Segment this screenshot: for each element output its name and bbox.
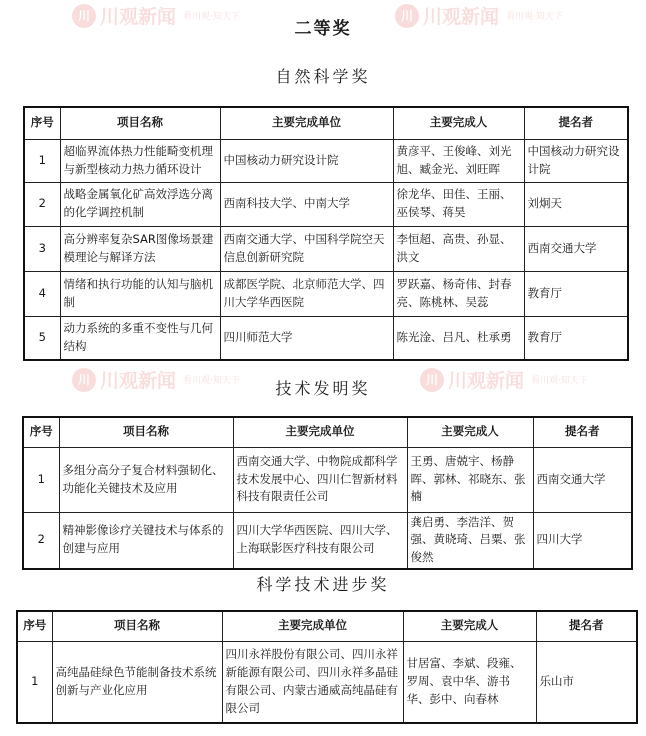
section-title-sci-tech-progress: 科学技术进步奖 bbox=[256, 575, 390, 594]
cell-project: 超临界流体热力性能畸变机理与新型核动力热力循环设计 bbox=[60, 139, 220, 182]
cell-nominator: 教育厅 bbox=[524, 316, 628, 360]
table-header-row bbox=[23, 417, 632, 447]
cell-people: 罗跃嘉、杨奇伟、封春亮、陈桃林、吴蕊 bbox=[393, 271, 524, 316]
header-project: 项目名称 bbox=[52, 611, 222, 641]
cell-people: 黄彦平、王俊峰、刘光旭、臧金光、刘旺晖 bbox=[393, 139, 524, 182]
cell-unit: 四川大学华西医院、四川大学、上海联影医疗科技有限公司 bbox=[233, 512, 407, 569]
cell-nominator: 刘炯天 bbox=[524, 182, 628, 226]
cell-project: 动力系统的多重不变性与几何结构 bbox=[60, 316, 220, 360]
cell-num: 2 bbox=[23, 512, 59, 569]
cell-num: 3 bbox=[24, 226, 60, 271]
cell-people: 王勇、唐兢宇、杨静晖、郭林、祁晓东、张楠 bbox=[407, 447, 533, 512]
section-title-technical-invention: 技术发明奖 bbox=[275, 379, 371, 398]
table-technical-invention bbox=[22, 416, 633, 570]
cell-unit: 西南交通大学、中国科学院空天信息创新研究院 bbox=[220, 226, 393, 271]
cell-people: 龚启勇、李浩洋、贺强、黄晓琦、吕粟、张俊然 bbox=[407, 512, 533, 569]
cell-project: 多组分高分子复合材料强韧化、功能化关键技术及应用 bbox=[59, 447, 233, 512]
table-row bbox=[23, 447, 632, 512]
header-unit: 主要完成单位 bbox=[233, 417, 407, 447]
watermark-logo: 川 川观新闻 看川观·知天下 bbox=[72, 366, 240, 393]
table-header-row bbox=[17, 611, 637, 641]
cell-project: 精神影像诊疗关键技术与体系的创建与应用 bbox=[59, 512, 233, 569]
table-row bbox=[24, 139, 628, 182]
cell-people: 甘居富、李斌、段雍、罗周、袁中华、游书华、彭中、向春林 bbox=[403, 641, 536, 723]
cell-num: 4 bbox=[24, 271, 60, 316]
watermark-logo: 川 川观新闻 看川观·知天下 bbox=[72, 2, 240, 29]
cell-num: 1 bbox=[17, 641, 52, 723]
header-people: 主要完成人 bbox=[393, 107, 524, 139]
table-row bbox=[24, 316, 628, 360]
header-unit: 主要完成单位 bbox=[222, 611, 403, 641]
cell-nominator: 乐山市 bbox=[536, 641, 637, 723]
cell-unit: 中国核动力研究设计院 bbox=[220, 139, 393, 182]
cell-nominator: 西南交通大学 bbox=[524, 226, 628, 271]
table-row bbox=[17, 641, 637, 723]
table-row bbox=[24, 271, 628, 316]
header-nominator: 提名者 bbox=[536, 611, 637, 641]
cell-unit: 成都医学院、北京师范大学、四川大学华西医院 bbox=[220, 271, 393, 316]
cell-nominator: 四川大学 bbox=[533, 512, 632, 569]
header-people: 主要完成人 bbox=[403, 611, 536, 641]
cell-num: 2 bbox=[24, 182, 60, 226]
table-row bbox=[24, 182, 628, 226]
header-project: 项目名称 bbox=[59, 417, 233, 447]
cell-people: 徐龙华、田佳、王丽、巫侯琴、蒋昊 bbox=[393, 182, 524, 226]
cell-unit: 四川师范大学 bbox=[220, 316, 393, 360]
header-num: 序号 bbox=[17, 611, 52, 641]
header-unit: 主要完成单位 bbox=[220, 107, 393, 139]
page-title: 二等奖 bbox=[294, 19, 352, 39]
header-people: 主要完成人 bbox=[407, 417, 533, 447]
header-num: 序号 bbox=[23, 417, 59, 447]
cell-project: 高纯晶硅绿色节能制备技术系统创新与产业化应用 bbox=[52, 641, 222, 723]
header-num: 序号 bbox=[24, 107, 60, 139]
cell-num: 5 bbox=[24, 316, 60, 360]
header-nominator: 提名者 bbox=[533, 417, 632, 447]
cell-project: 战略金属氧化矿高效浮选分离的化学调控机制 bbox=[60, 182, 220, 226]
cell-project: 情绪和执行功能的认知与脑机制 bbox=[60, 271, 220, 316]
cell-nominator: 中国核动力研究设计院 bbox=[524, 139, 628, 182]
table-sci-tech-progress bbox=[16, 610, 638, 724]
cell-unit: 西南交通大学、中物院成都科学技术发展中心、四川仁智新材料科技有限责任公司 bbox=[233, 447, 407, 512]
cell-nominator: 西南交通大学 bbox=[533, 447, 632, 512]
section-title-natural-science: 自然科学奖 bbox=[275, 67, 371, 86]
watermark-logo: 川 川观新闻 看川观·知天下 bbox=[395, 2, 563, 29]
cell-project: 高分辨率复杂SAR图像场景建模理论与解译方法 bbox=[60, 226, 220, 271]
table-row bbox=[23, 512, 632, 569]
cell-people: 陈光淦、吕凡、杜承勇 bbox=[393, 316, 524, 360]
header-project: 项目名称 bbox=[60, 107, 220, 139]
table-header-row bbox=[24, 107, 628, 139]
cell-people: 李恒超、高贵、孙显、洪文 bbox=[393, 226, 524, 271]
header-nominator: 提名者 bbox=[524, 107, 628, 139]
table-row bbox=[24, 226, 628, 271]
cell-unit: 西南科技大学、中南大学 bbox=[220, 182, 393, 226]
cell-unit: 四川永祥股份有限公司、四川永祥新能源有限公司、四川永祥多晶硅有限公司、内蒙古通威高纯晶硅有限公司 bbox=[222, 641, 403, 723]
table-natural-science bbox=[23, 106, 629, 361]
cell-num: 1 bbox=[23, 447, 59, 512]
cell-nominator: 教育厅 bbox=[524, 271, 628, 316]
cell-num: 1 bbox=[24, 139, 60, 182]
watermark-logo: 川 川观新闻 看川观·知天下 bbox=[420, 366, 588, 393]
